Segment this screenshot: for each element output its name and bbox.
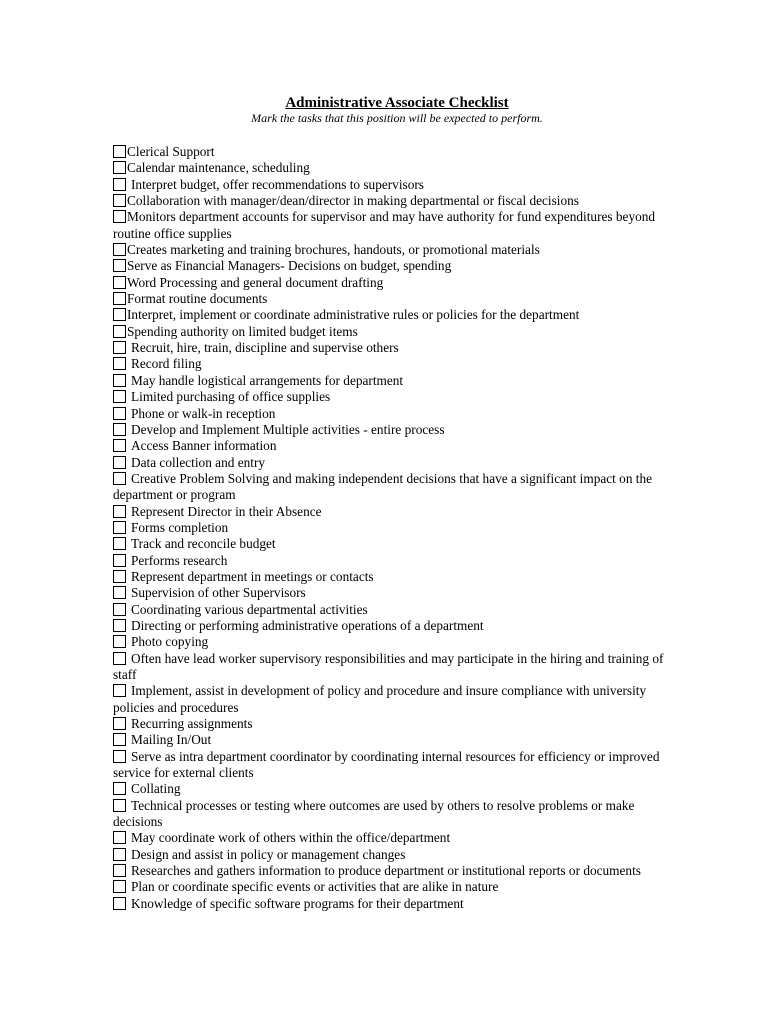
- checkbox[interactable]: [113, 308, 126, 321]
- checklist-item: [113, 569, 673, 585]
- checklist-item: [113, 438, 673, 454]
- checkbox[interactable]: [113, 554, 126, 567]
- checklist-item: [113, 863, 673, 879]
- page-title: Administrative Associate Checklist: [285, 95, 509, 111]
- checklist-item: [113, 651, 673, 684]
- checklist-item: [113, 716, 673, 732]
- checkbox[interactable]: [113, 439, 126, 452]
- checkbox[interactable]: [113, 145, 126, 158]
- checklist-item: [113, 879, 673, 895]
- checklist-item: [113, 340, 673, 356]
- checklist-item-label: Serve as intra department coordinator by coordinating internal resources for efficiency or improved service for external clients: [113, 748, 660, 781]
- checkbox[interactable]: [113, 537, 126, 550]
- checklist-item: [113, 830, 673, 846]
- checklist-item-label: Design and assist in policy or management changes: [131, 846, 406, 862]
- checklist-item: [113, 356, 673, 372]
- checkbox[interactable]: [113, 374, 126, 387]
- checklist-item: [113, 389, 673, 405]
- checklist-item-label: Technical processes or testing where outcomes are used by others to resolve problems or make decisions: [113, 797, 635, 830]
- checkbox[interactable]: [113, 750, 126, 763]
- checklist-item: [113, 847, 673, 863]
- checklist-item: [113, 471, 673, 504]
- checklist-item-label: Phone or walk-in reception: [131, 405, 276, 421]
- checklist-item-label: Creative Problem Solving and making independent decisions that have a significant impact on the department or program: [113, 470, 653, 503]
- checkbox[interactable]: [113, 570, 126, 583]
- checklist-item: [113, 275, 673, 291]
- checklist-item-label: Track and reconcile budget: [131, 536, 276, 552]
- checklist-item-label: Clerical Support: [127, 144, 215, 159]
- checklist-item: [113, 749, 673, 782]
- checklist-item: [113, 209, 673, 242]
- checklist-item-label: May coordinate work of others within the office/department: [131, 830, 451, 846]
- checklist-item-label: Collating: [131, 781, 181, 797]
- checklist-item: [113, 602, 673, 618]
- checkbox[interactable]: [113, 848, 126, 861]
- checklist-item-label: Interpret budget, offer recommendations to supervisors: [131, 176, 424, 192]
- checklist-item-label: Serve as Financial Managers- Decisions on budget, spending: [127, 258, 452, 274]
- checklist-item-label: Performs research: [131, 552, 228, 568]
- checklist-item: [113, 193, 673, 209]
- checklist-item-label: Interpret, implement or coordinate administrative rules or policies for the department: [127, 307, 580, 323]
- checklist-item-label: Calendar maintenance, scheduling: [127, 160, 310, 176]
- checklist-item-label: Mailing In/Out: [131, 732, 212, 748]
- checkbox[interactable]: [113, 456, 126, 469]
- checklist-item: [113, 242, 673, 258]
- checklist-item-label: Often have lead worker supervisory responsibilities and may participate in the hiring and training of staff: [113, 650, 664, 682]
- checklist-item: [113, 258, 673, 274]
- checkbox[interactable]: [113, 733, 126, 746]
- checklist-item: [113, 618, 673, 634]
- checklist-item-label: Collaboration with manager/dean/director in making departmental or fiscal decisions: [127, 193, 579, 209]
- checklist-item: [113, 422, 673, 438]
- checkbox[interactable]: [113, 603, 126, 616]
- checkbox[interactable]: [113, 782, 126, 795]
- checklist-item-label: Access Banner information: [131, 438, 277, 454]
- checklist-item: [113, 373, 673, 389]
- checkbox[interactable]: [113, 276, 126, 289]
- checklist-item-label: Record filing: [131, 356, 202, 372]
- checklist-item: [113, 160, 673, 176]
- checklist-item: [113, 536, 673, 552]
- checklist-item: [113, 406, 673, 422]
- checklist-item: [113, 177, 673, 193]
- checklist-item: [113, 553, 673, 569]
- checkbox[interactable]: [113, 210, 126, 223]
- checklist-item-label: Develop and Implement Multiple activities - entire process: [131, 421, 445, 437]
- checklist-item: [113, 634, 673, 650]
- checklist-item-label: Coordinating various departmental activities: [131, 601, 368, 617]
- checklist-item: [113, 324, 673, 340]
- checkbox[interactable]: [113, 423, 126, 436]
- task-checklist: [113, 144, 673, 912]
- checkbox[interactable]: [113, 194, 126, 207]
- checklist-item: [113, 307, 673, 323]
- checklist-item-label: Represent Director in their Absence: [131, 503, 322, 519]
- checklist-item-label: Monitors department accounts for supervisor and may have authority for fund expenditures beyond routine office supplies: [113, 209, 656, 241]
- checkbox[interactable]: [113, 325, 126, 338]
- checkbox[interactable]: [113, 292, 126, 305]
- checklist-item-label: Creates marketing and training brochures, handouts, or promotional materials: [127, 242, 540, 258]
- checklist-item: [113, 781, 673, 797]
- checklist-item: [113, 144, 673, 160]
- checklist-item: [113, 896, 673, 912]
- checklist-item-label: Implement, assist in development of policy and procedure and insure compliance with university policies and procedures: [113, 683, 647, 715]
- checkbox[interactable]: [113, 357, 126, 370]
- checkbox[interactable]: [113, 521, 126, 534]
- checklist-item: [113, 520, 673, 536]
- checkbox[interactable]: [113, 880, 126, 893]
- checklist-item-label: Researches and gathers information to produce department or institutional reports or documents: [131, 863, 641, 879]
- checklist-item-label: Directing or performing administrative operations of a department: [131, 617, 484, 633]
- checklist-item-label: Recurring assignments: [131, 716, 253, 732]
- checkbox[interactable]: [113, 717, 126, 730]
- checkbox[interactable]: [113, 341, 126, 354]
- checkbox[interactable]: [113, 243, 126, 256]
- checklist-item: [113, 683, 673, 716]
- checklist-item-label: Recruit, hire, train, discipline and supervise others: [131, 340, 399, 356]
- checklist-item: [113, 455, 673, 471]
- checkbox[interactable]: [113, 259, 126, 272]
- checkbox[interactable]: [113, 635, 126, 648]
- checklist-item-label: Knowledge of specific software programs for their department: [131, 895, 464, 911]
- checkbox[interactable]: [113, 684, 126, 697]
- checklist-item-label: Limited purchasing of office supplies: [131, 389, 331, 405]
- checkbox[interactable]: [113, 619, 126, 632]
- checklist-item-label: Supervision of other Supervisors: [131, 585, 306, 601]
- checklist-item-label: Represent department in meetings or contacts: [131, 568, 374, 584]
- checklist-item-label: Plan or coordinate specific events or activities that are alike in nature: [131, 879, 499, 895]
- checkbox[interactable]: [113, 864, 126, 877]
- checkbox[interactable]: [113, 505, 126, 518]
- checklist-item-label: Data collection and entry: [131, 454, 266, 470]
- checkbox[interactable]: [113, 178, 126, 191]
- checkbox[interactable]: [113, 831, 126, 844]
- checklist-item: [113, 504, 673, 520]
- checkbox[interactable]: [113, 799, 126, 812]
- page-subtitle: Mark the tasks that this position will be expected to perform.: [251, 111, 543, 125]
- checklist-item-label: Spending authority on limited budget items: [127, 323, 358, 339]
- checklist-item: [113, 798, 673, 831]
- checklist-item: [113, 585, 673, 601]
- checklist-item-label: May handle logistical arrangements for department: [131, 372, 404, 388]
- checkbox[interactable]: [113, 897, 126, 910]
- checkbox[interactable]: [113, 161, 126, 174]
- checkbox[interactable]: [113, 390, 126, 403]
- checklist-item: [113, 291, 673, 307]
- checklist-item-label: Forms completion: [131, 519, 229, 535]
- checkbox[interactable]: [113, 472, 126, 485]
- checklist-item-label: Photo copying: [131, 634, 209, 650]
- checklist-item: [113, 732, 673, 748]
- checkbox[interactable]: [113, 586, 126, 599]
- checkbox[interactable]: [113, 407, 126, 420]
- checkbox[interactable]: [113, 652, 126, 665]
- checklist-item-label: Word Processing and general document drafting: [127, 274, 384, 290]
- checklist-item-label: Format routine documents: [127, 291, 268, 307]
